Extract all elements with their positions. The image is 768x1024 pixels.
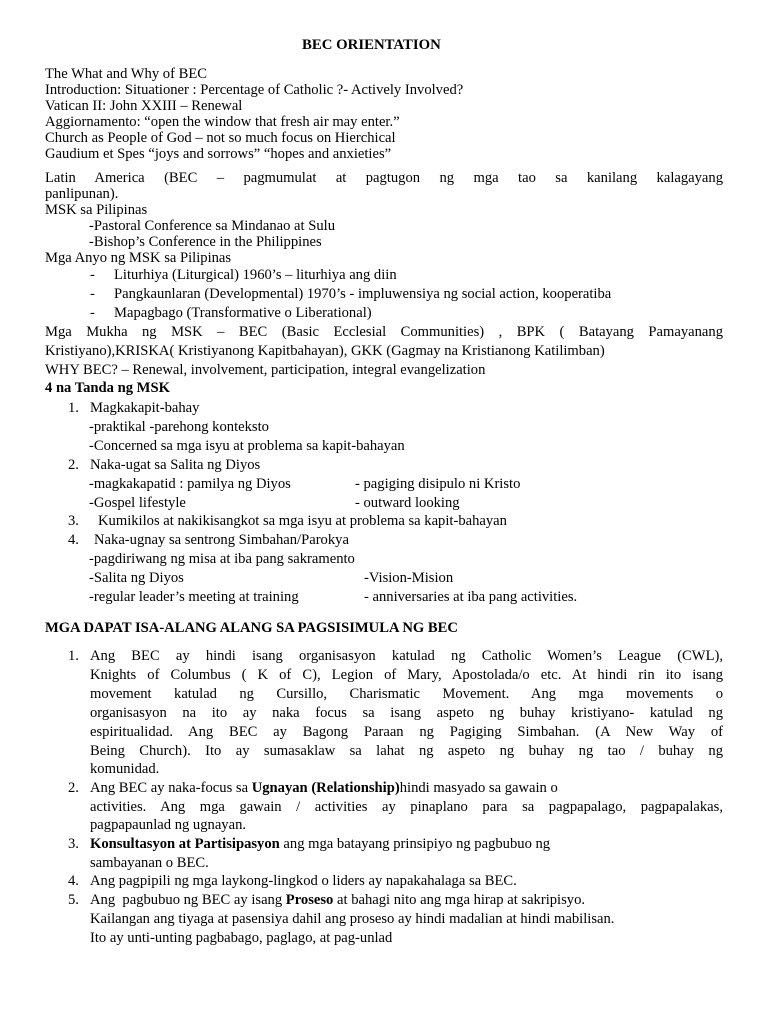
dapat-item-line: Ito ay unti-unting pagbabago, paglago, at pag-unlad	[90, 930, 393, 946]
list-number: 3.	[68, 513, 79, 529]
mga-mukha-line: Kristiyano),KRISKA( Kristiyanong Kapitbahayan), GKK (Gagmay na Kristianong Katilimban)	[45, 343, 605, 359]
list-number: 1.	[68, 400, 79, 416]
text-run: at bahagi nito ang mga hirap at sakripisyo.	[333, 892, 586, 908]
intro-line: Gaudium et Spes “joys and sorrows” “hopes and anxieties”	[45, 146, 392, 162]
mga-anyo-heading: Mga Anyo ng MSK sa Pilipinas	[45, 250, 232, 266]
msk-pilipinas-item: -Bishop’s Conference in the Philippines	[89, 234, 322, 250]
text-run: ang mga batayang prinsipiyo ng pagbubuo ng	[279, 836, 551, 852]
emphasis-text: Proseso	[285, 892, 334, 908]
dash-bullet: -	[90, 305, 95, 321]
intro-line: Vatican II: John XXIII – Renewal	[45, 98, 243, 114]
list-number: 4.	[68, 532, 79, 548]
latin-america-line: panlipunan).	[45, 186, 119, 202]
mga-anyo-item: Mapagbago (Transformative o Liberational)	[114, 305, 372, 321]
mga-anyo-item: Liturhiya (Liturgical) 1960’s – liturhiya ang diin	[114, 267, 397, 283]
tanda-sub-item: -pagdiriwang ng misa at iba pang sakramento	[89, 551, 355, 567]
dapat-item-line: sambayanan o BEC.	[90, 855, 209, 871]
why-bec-line: WHY BEC? – Renewal, involvement, participation, integral evangelization	[45, 362, 486, 378]
list-number: 3.	[68, 836, 79, 852]
dapat-item-line	[90, 780, 723, 796]
tanda-sub-item: - outward looking	[355, 495, 460, 511]
dapat-item-line: activities. Ang mga gawain / activities ay pinaplano para sa pagpapalago, pagpapalakas,	[90, 799, 723, 815]
tanda-heading: 4 na Tanda ng MSK	[45, 380, 170, 396]
tanda-sub-item: -Concerned sa mga isyu at problema sa kapit-bahayan	[89, 438, 405, 454]
mga-mukha-line: Mga Mukha ng MSK – BEC (Basic Ecclesial Communities) , BPK ( Batayang Pamayanang	[45, 324, 723, 340]
dash-bullet: -	[90, 286, 95, 302]
page-title: BEC ORIENTATION	[302, 37, 441, 53]
dapat-item-line: espiritualidad. Ang BEC ay Bagong Paraan ng Pagiging Simbahan. (A New Way of	[90, 724, 723, 740]
tanda-sub-item: -Vision-Mision	[364, 570, 454, 586]
dapat-item-line: movement katulad ng Cursillo, Charismatic Movement. Ang mga movements o	[90, 686, 723, 702]
list-number: 2.	[68, 780, 79, 796]
text-segment	[90, 780, 558, 796]
tanda-item-label: Magkakapit-bahay	[90, 400, 200, 416]
emphasis-text: Ugnayan (Relationship)	[251, 780, 400, 796]
tanda-sub-item: -Salita ng Diyos	[89, 570, 184, 586]
dapat-item-line: Kailangan ang tiyaga at pasensiya dahil ang proseso ay hindi madalian at hindi mabilisan.	[90, 911, 615, 927]
dapat-item-line: Ang pagpipili ng mga laykong-lingkod o liders ay napakahalaga sa BEC.	[90, 873, 517, 889]
intro-line: Church as People of God – not so much focus on Hierchical	[45, 130, 396, 146]
latin-america-line: Latin America (BEC – pagmumulat at pagtugon ng mga tao sa kanilang kalagayang	[45, 170, 723, 186]
dapat-item-line: pagpapaunlad ng ugnayan.	[90, 817, 247, 833]
tanda-sub-item: -magkakapatid : pamilya ng Diyos	[89, 476, 291, 492]
list-number: 4.	[68, 873, 79, 889]
text-run: Ang pagbubuo ng BEC ay isang	[90, 892, 286, 908]
dapat-item-line: komunidad.	[90, 761, 160, 777]
dapat-item-line: Ang BEC ay hindi isang organisasyon katulad ng Catholic Women’s League (CWL),	[90, 648, 723, 664]
msk-pilipinas-heading: MSK sa Pilipinas	[45, 202, 148, 218]
tanda-sub-item: - anniversaries at iba pang activities.	[364, 589, 578, 605]
emphasis-text: Konsultasyon at Partisipasyon	[90, 836, 280, 852]
dapat-item-line: Being Church). Ito ay sumasaklaw sa lahat ng aspeto ng buhay ng tao / buhay ng	[90, 743, 723, 759]
mga-anyo-item: Pangkaunlaran (Developmental) 1970’s - impluwensiya ng social action, kooperatiba	[114, 286, 612, 302]
tanda-sub-item: -praktikal -parehong konteksto	[89, 419, 269, 435]
dash-bullet: -	[90, 267, 95, 283]
intro-line: The What and Why of BEC	[45, 66, 207, 82]
intro-line: Aggiornamento: “open the window that fresh air may enter.”	[45, 114, 400, 130]
dapat-item-line	[90, 892, 585, 908]
tanda-sub-item: - pagiging disipulo ni Kristo	[355, 476, 521, 492]
tanda-sub-item: -regular leader’s meeting at training	[89, 589, 299, 605]
dapat-item-line: Knights of Columbus ( K of C), Legion of Mary, Apostolada/o etc. At hindi rin ito isang	[90, 667, 723, 683]
text-run: hindi masyado sa gawain o	[399, 780, 558, 796]
text-run: Ang BEC ay naka-focus sa	[90, 780, 252, 796]
dapat-item-line: organisasyon na ito ay naka focus sa isang aspeto ng buhay kristiyano- katulad ng	[90, 705, 723, 721]
msk-pilipinas-item: -Pastoral Conference sa Mindanao at Sulu	[89, 218, 335, 234]
list-number: 2.	[68, 457, 79, 473]
intro-line: Introduction: Situationer : Percentage of Catholic ?- Actively Involved?	[45, 82, 464, 98]
list-number: 1.	[68, 648, 79, 664]
dapat-heading: MGA DAPAT ISA-ALANG ALANG SA PAGSISIMULA NG BEC	[45, 620, 458, 636]
list-number: 5.	[68, 892, 79, 908]
tanda-item-label: Naka-ugat sa Salita ng Diyos	[90, 457, 261, 473]
dapat-item-line	[90, 836, 723, 852]
tanda-item-label: Kumikilos at nakikisangkot sa mga isyu at problema sa kapit-bahayan	[98, 513, 507, 529]
tanda-item-label: Naka-ugnay sa sentrong Simbahan/Parokya	[94, 532, 349, 548]
tanda-sub-item: -Gospel lifestyle	[89, 495, 186, 511]
